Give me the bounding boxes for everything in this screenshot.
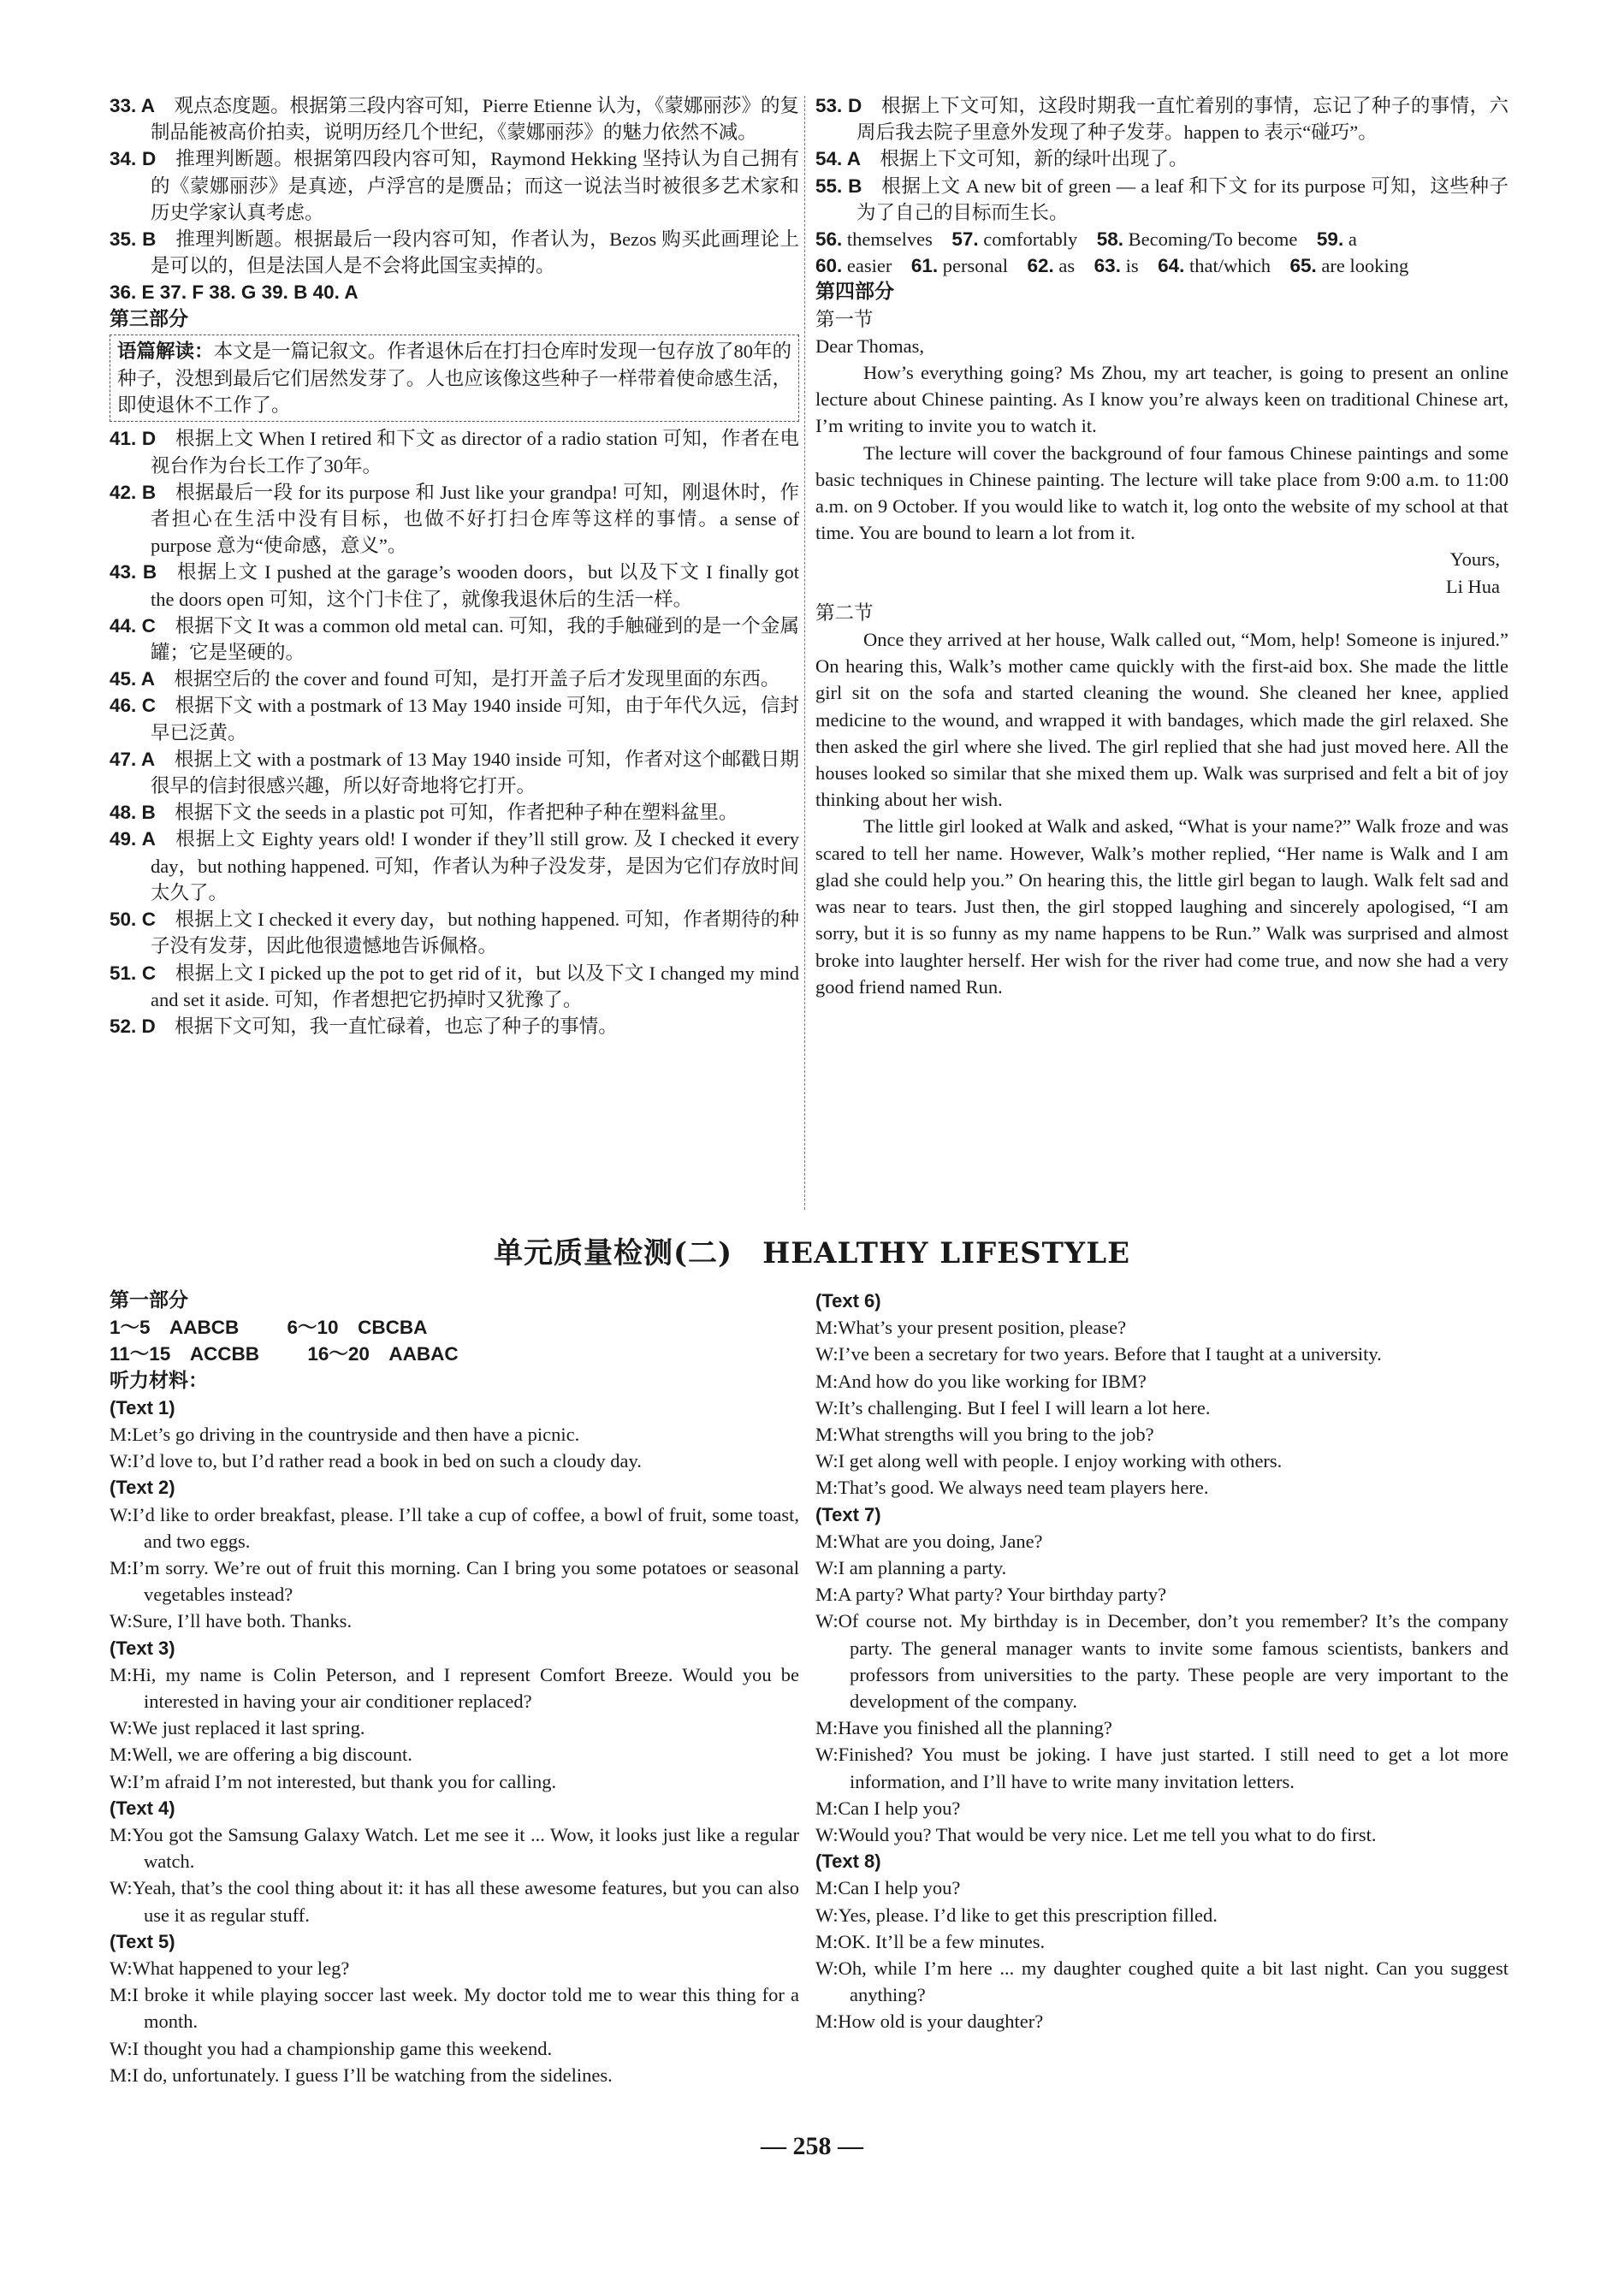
answer-key-cell: 6～10 bbox=[287, 1317, 339, 1339]
speaker: M: bbox=[815, 1477, 839, 1499]
answer-explanation: 根据空后的 the cover and found 可知，是打开盖子后才发现里面的东西。 bbox=[174, 668, 780, 690]
dialogue-line bbox=[815, 1314, 1508, 1341]
bottom-right-column bbox=[815, 1288, 1508, 2035]
speaker: W: bbox=[110, 1770, 133, 1792]
answer-key-cell: 11～15 bbox=[110, 1343, 171, 1365]
answer-item bbox=[110, 92, 799, 145]
utterance: I’m sorry. We’re out of fruit this morning. Can I bring you some potatoes or seasonal vegetables instead? bbox=[132, 1557, 799, 1606]
utterance: Finished? You must be joking. I have just started. I still need to get a lot more information, and I’ll have to write many invitation letters. bbox=[838, 1744, 1508, 1792]
dialogue-line bbox=[110, 1714, 799, 1741]
answer-explanation: 根据上文 with a postmark of 13 May 1940 inside 可知，作者对这个邮戳日期很早的信封很感兴趣，所以好奇地将它打开。 bbox=[151, 748, 799, 797]
speaker: W: bbox=[110, 1717, 133, 1739]
subsection-1-label: 第一节 bbox=[815, 308, 874, 330]
answer-number: 51. C bbox=[110, 962, 157, 984]
utterance: How old is your daughter? bbox=[838, 2011, 1044, 2033]
speaker: W: bbox=[110, 1957, 133, 1980]
utterance: OK. It’ll be a few minutes. bbox=[838, 1930, 1046, 1952]
speaker: M: bbox=[815, 1317, 839, 1339]
answer-key-row bbox=[110, 1314, 799, 1341]
answer-key-row bbox=[110, 1341, 799, 1367]
answer-explanations-41-52 bbox=[110, 425, 799, 1039]
answer-explanation: 根据上文 I pushed at the garage’s wooden doors，but 以及下文 I finally got the doors open 可知，这个门卡住了，就像我退休后的生活一样。 bbox=[151, 561, 799, 610]
utterance: I do, unfortunately. I guess I’ll be watching from the sidelines. bbox=[132, 2064, 613, 2086]
answer-number: 55. B bbox=[815, 175, 862, 197]
listening-text-label: (Text 6) bbox=[815, 1290, 881, 1312]
answer-item bbox=[110, 960, 799, 1013]
speaker: W: bbox=[815, 1957, 839, 1980]
answer-explanation: 根据上文 When I retired 和下文 as director of a radio station 可知，作者在电视台作为台长工作了30年。 bbox=[151, 428, 799, 477]
utterance: You got the Samsung Galaxy Watch. Let me see it ... Wow, it looks just like a regular watch. bbox=[132, 1824, 799, 1873]
listening-text-label: (Text 1) bbox=[110, 1396, 175, 1418]
utterance: Can I help you? bbox=[838, 1877, 961, 1899]
speaker: M: bbox=[815, 1584, 839, 1606]
utterance: Yeah, that’s the cool thing about it: it has all these awesome features, but you can also use it as regular stuff. bbox=[132, 1877, 799, 1926]
dialogue-line bbox=[110, 2035, 799, 2062]
utterance: That’s good. We always need team players here. bbox=[838, 1477, 1209, 1499]
fill-number: 57. bbox=[951, 228, 979, 251]
answer-item bbox=[815, 173, 1508, 226]
answer-item bbox=[110, 826, 799, 906]
bottom-left-column bbox=[110, 1288, 799, 2088]
utterance: Well, we are offering a big discount. bbox=[132, 1744, 412, 1766]
section-4-heading: 第四部分 bbox=[815, 281, 894, 304]
utterance: I’ve been a secretary for two years. Before that I taught at a university. bbox=[838, 1343, 1382, 1365]
letter-greeting: Dear Thomas, bbox=[815, 335, 925, 357]
story-paragraph-2: The little girl looked at Walk and asked, “What is your name?” Walk froze and was scared to tell her name. However, Walk’s mother replied, “Her name is Walk and I am glad she could help you.” On hearing this, the little girl began to laugh. Walk felt sad and was near to tears. Just then, the girl stopped laughing and sincerely apologised, “I am sorry, but it is so funny as my name happens to be Run.” Walk was surprised and almost broke into laughter herself. Her wish for the river had come true, and now she had a very good friend named Run. bbox=[815, 815, 1508, 998]
listening-text-label: (Text 8) bbox=[815, 1851, 881, 1873]
speaker: W: bbox=[110, 1610, 133, 1632]
utterance: Have you finished all the planning? bbox=[838, 1717, 1112, 1739]
dialogue-line bbox=[815, 1902, 1508, 1928]
fill-number: 65. bbox=[1289, 255, 1317, 277]
speaker: M: bbox=[110, 1984, 133, 2006]
subsection-2-label: 第二节 bbox=[815, 601, 874, 624]
answer-explanation: 根据上文 I checked it every day，but nothing happened. 可知，作者期待的种子没有发芽，因此他很遗憾地告诉佩格。 bbox=[151, 909, 800, 957]
utterance: I’m afraid I’m not interested, but thank you for calling. bbox=[132, 1770, 557, 1792]
listening-text-label: (Text 7) bbox=[815, 1503, 881, 1525]
answer-item bbox=[110, 479, 799, 560]
utterance: Hi, my name is Colin Peterson, and I represent Comfort Breeze. Would you be interested in having your air conditioner replaced? bbox=[132, 1663, 799, 1713]
speaker: W: bbox=[815, 1396, 839, 1418]
speaker: M: bbox=[110, 1744, 133, 1766]
dialogue-line bbox=[110, 1661, 799, 1714]
letter-paragraph-1: How’s everything going? Ms Zhou, my art teacher, is going to present an online lecture about Chinese painting. As I know you’re always keen on traditional Chinese art, I’m writing to invite you to watch it. bbox=[815, 362, 1508, 437]
top-right-column bbox=[815, 92, 1508, 1000]
speaker: W: bbox=[815, 1610, 839, 1632]
answer-number: 41. D bbox=[110, 428, 157, 450]
dialogue-line bbox=[110, 1448, 799, 1474]
analysis-text: 本文是一篇记叙文。作者退休后在打扫仓库时发现一包存放了80年的种子，没想到最后它们居然发芽了。人也应该像这些种子一样带着使命感生活，即使退休不工作了。 bbox=[117, 340, 791, 417]
answer-number: 34. D bbox=[110, 148, 157, 170]
dialogue-line bbox=[815, 1528, 1508, 1555]
dialogue-line bbox=[110, 1981, 799, 2034]
answer-number: 48. B bbox=[110, 802, 156, 824]
utterance: I’d love to, but I’d rather read a book in bed on such a cloudy day. bbox=[132, 1450, 642, 1472]
dialogue-line bbox=[110, 2062, 799, 2088]
listening-text-label: (Text 5) bbox=[110, 1930, 175, 1952]
speaker: M: bbox=[110, 1424, 133, 1446]
answer-explanation: 根据上文 I picked up the pot to get rid of it，but 以及下文 I changed my mind and set it aside. 可知，作者想把它扔掉时又犹豫了。 bbox=[151, 962, 799, 1010]
dialogue-line bbox=[110, 1608, 799, 1634]
answer-item bbox=[110, 666, 799, 692]
dialogue-line bbox=[110, 1555, 799, 1608]
dialogue-line bbox=[815, 1341, 1508, 1367]
dialogue-line bbox=[815, 1795, 1508, 1821]
answer-key-cell: ACCBB bbox=[189, 1343, 260, 1365]
listening-texts-6-8 bbox=[815, 1288, 1508, 2035]
speaker: M: bbox=[815, 1530, 839, 1552]
answer-number: 45. A bbox=[110, 668, 155, 690]
speaker: W: bbox=[815, 1824, 839, 1846]
utterance: Can I help you? bbox=[838, 1797, 961, 1819]
utterance: I’d like to order breakfast, please. I’ll take a cup of coffee, a bowl of fruit, some toast, and two eggs. bbox=[132, 1503, 799, 1552]
answer-number: 33. A bbox=[110, 95, 155, 116]
section-3-heading: 第三部分 bbox=[110, 307, 188, 330]
answer-number: 42. B bbox=[110, 481, 157, 503]
answer-item bbox=[110, 226, 799, 279]
letter-signature: Li Hua bbox=[1445, 575, 1500, 597]
fill-number: 56. bbox=[815, 228, 843, 251]
speaker: W: bbox=[110, 1450, 133, 1472]
fill-answer: that/which bbox=[1189, 255, 1271, 277]
top-left-column bbox=[110, 92, 799, 1039]
answer-item bbox=[110, 746, 799, 799]
letter-paragraph-2: The lecture will cover the background of four famous Chinese paintings and some basic techniques in Chinese painting. The lecture will take place from 9:00 a.m. to 11:00 a.m. on 9 October. If you would like to watch it, log onto the website of my school at that time. You are bound to learn a lot from it. bbox=[815, 441, 1508, 544]
answer-item bbox=[110, 692, 799, 745]
utterance: It’s challenging. But I feel I will learn a lot here. bbox=[838, 1396, 1211, 1418]
answer-explanation: 根据下文可知，我一直忙碌着，也忘了种子的事情。 bbox=[175, 1015, 618, 1037]
letter-closing: Yours, bbox=[1449, 548, 1500, 571]
utterance: Sure, I’ll have both. Thanks. bbox=[132, 1610, 353, 1632]
answer-number: 35. B bbox=[110, 228, 157, 251]
story-paragraph-1: Once they arrived at her house, Walk called out, “Mom, help! Someone is injured.” On hearing this, Walk’s mother came quickly with the first-aid box. She made the little girl sit on the sofa and started cleaning the wound. She cleaned her knee, applied medicine to the wound, and wrapped it with bandages, which made the girl relaxed. She then asked the girl where she lived. The girl replied that she had just moved here. All the houses looked so similar that she mixed them up. Walk was surprised and felt a bit of joy thinking about her wish. bbox=[815, 629, 1508, 811]
answer-explanation: 根据上下文可知，新的绿叶出现了。 bbox=[880, 148, 1188, 170]
answer-key-cell: CBCBA bbox=[358, 1317, 428, 1339]
dialogue-line bbox=[815, 1368, 1508, 1395]
utterance: I broke it while playing soccer last week. My doctor told me to wear this thing for a month. bbox=[132, 1984, 799, 2033]
speaker: M: bbox=[815, 1424, 839, 1446]
utterance: I am planning a party. bbox=[838, 1557, 1007, 1579]
utterance: What strengths will you bring to the job? bbox=[838, 1424, 1154, 1446]
dialogue-line bbox=[110, 1741, 799, 1768]
fill-answer: is bbox=[1125, 255, 1139, 277]
dialogue-line bbox=[815, 1555, 1508, 1581]
utterance: A party? What party? Your birthday party? bbox=[838, 1584, 1167, 1606]
dialogue-line bbox=[110, 1874, 799, 1928]
answer-explanation: 根据上文 Eighty years old! I wonder if they’ll still grow. 及 I checked it every day，but nothing happened. 可知，作者认为种子没发芽，是因为它们存放时间太久了。 bbox=[151, 828, 800, 903]
fill-answer: easier bbox=[846, 255, 892, 277]
utterance: What’s your present position, please? bbox=[838, 1317, 1127, 1339]
dialogue-line bbox=[110, 1821, 799, 1874]
dialogue-line bbox=[815, 1928, 1508, 1955]
answer-key-cell: AABAC bbox=[388, 1343, 459, 1365]
answer-explanation: 推理判断题。根据第四段内容可知，Raymond Hekking 坚持认为自己拥有的《蒙娜丽莎》是真迹，卢浮宫的是赝品；而这一说法当时被很多艺术家和历史学家认真考虑。 bbox=[151, 148, 799, 223]
answer-item bbox=[815, 145, 1508, 172]
part-1-heading: 第一部分 bbox=[110, 1289, 188, 1312]
listening-text-label: (Text 2) bbox=[110, 1477, 175, 1499]
utterance: And how do you like working for IBM? bbox=[838, 1370, 1147, 1392]
fill-answer: Becoming/To become bbox=[1128, 228, 1298, 251]
speaker: M: bbox=[110, 1663, 133, 1685]
utterance: What happened to your leg? bbox=[132, 1957, 350, 1980]
utterance: We just replaced it last spring. bbox=[132, 1717, 365, 1739]
utterance: Of course not. My birthday is in December, don’t you remember? It’s the company party. The general manager wants to invite some famous scientists, bankers and professors from universities to the party. These people are very important to the development of the company. bbox=[838, 1610, 1508, 1713]
dialogue-line bbox=[815, 1741, 1508, 1794]
speaker: M: bbox=[815, 1797, 839, 1819]
answer-explanation: 根据下文 the seeds in a plastic pot 可知，作者把种子种在塑料盆里。 bbox=[175, 802, 738, 824]
answer-explanation: 根据最后一段 for its purpose 和 Just like your grandpa! 可知，刚退休时，作者担心在生活中没有目标，也做不好打扫仓库等这样的事情。a sense of purpose 意为“使命感，意义”。 bbox=[151, 481, 800, 557]
fill-number: 60. bbox=[815, 255, 843, 277]
page-number: — 258 — bbox=[761, 2132, 863, 2160]
answer-number: 50. C bbox=[110, 909, 156, 931]
fill-answer: personal bbox=[942, 255, 1009, 277]
answer-number: 43. B bbox=[110, 561, 157, 583]
fill-number: 62. bbox=[1027, 255, 1054, 277]
dialogue-line bbox=[815, 1581, 1508, 1608]
answer-explanations-33-35 bbox=[110, 92, 799, 279]
speaker: M: bbox=[110, 1557, 133, 1579]
fill-answer: are looking bbox=[1321, 255, 1409, 277]
utterance: Oh, while I’m here ... my daughter coughed quite a bit last night. Can you suggest anything? bbox=[838, 1957, 1508, 2006]
column-divider bbox=[804, 96, 805, 1210]
dialogue-line bbox=[815, 1821, 1508, 1848]
answer-key-cell: 1～5 bbox=[110, 1317, 151, 1339]
answer-explanation: 根据上文 A new bit of green — a leaf 和下文 for its purpose 可知，这些种子为了自己的目标而生长。 bbox=[856, 175, 1508, 223]
listening-material-label: 听力材料： bbox=[110, 1369, 208, 1392]
fill-number: 58. bbox=[1096, 228, 1124, 251]
fill-answer: comfortably bbox=[983, 228, 1078, 251]
answer-explanation: 根据下文 It was a common old metal can. 可知，我的手触碰到的是一个金属罐；它是坚硬的。 bbox=[151, 614, 799, 664]
fill-number: 61. bbox=[910, 255, 939, 277]
utterance: Let’s go driving in the countryside and then have a picnic. bbox=[132, 1424, 580, 1446]
passage-analysis-box bbox=[110, 335, 799, 423]
fill-number: 59. bbox=[1316, 228, 1344, 251]
speaker: M: bbox=[110, 1824, 133, 1846]
speaker: W: bbox=[110, 1503, 133, 1525]
speaker: M: bbox=[815, 1717, 839, 1739]
answer-explanation: 根据下文 with a postmark of 13 May 1940 inside 可知，由于年代久远，信封早已泛黄。 bbox=[151, 695, 799, 743]
answer-explanation: 推理判断题。根据最后一段内容可知，作者认为，Bezos 购买此画理论上是可以的，但是法国人是不会将此国宝卖掉的。 bbox=[151, 228, 799, 277]
dialogue-line bbox=[815, 1421, 1508, 1448]
utterance: Yes, please. I’d like to get this prescription filled. bbox=[838, 1904, 1218, 1926]
speaker: W: bbox=[815, 1744, 839, 1766]
answer-item bbox=[815, 92, 1508, 145]
speaker: M: bbox=[815, 1877, 839, 1899]
speaker: W: bbox=[110, 2037, 133, 2059]
dialogue-line bbox=[815, 1714, 1508, 1741]
dialogue-line bbox=[815, 1608, 1508, 1714]
speaker: W: bbox=[815, 1450, 839, 1472]
answer-item bbox=[110, 613, 799, 666]
answer-key-cell: 16～20 bbox=[307, 1343, 370, 1365]
answer-number: 47. A bbox=[110, 748, 156, 770]
answer-item bbox=[110, 1013, 799, 1039]
answer-item bbox=[110, 906, 799, 959]
listening-answer-key bbox=[110, 1314, 799, 1367]
speaker: M: bbox=[110, 2064, 133, 2086]
dialogue-line bbox=[815, 1474, 1508, 1501]
fill-answers-56-59 bbox=[815, 226, 1508, 252]
answer-explanation: 观点态度题。根据第三段内容可知，Pierre Etienne 认为，《蒙娜丽莎》的复制品能被高价拍卖，说明历经几个世纪，《蒙娜丽莎》的魅力依然不减。 bbox=[151, 95, 799, 144]
utterance: Would you? That would be very nice. Let me tell you what to do first. bbox=[838, 1824, 1377, 1846]
fill-number: 64. bbox=[1158, 255, 1185, 277]
listening-texts-1-5 bbox=[110, 1395, 799, 2088]
answer-item bbox=[110, 145, 799, 226]
fill-answer: as bbox=[1058, 255, 1076, 277]
dialogue-line bbox=[815, 2008, 1508, 2034]
dialogue-line bbox=[110, 1768, 799, 1795]
speaker: W: bbox=[815, 1904, 839, 1926]
answers-36-40: 36. E 37. F 38. G 39. B 40. A bbox=[110, 281, 359, 304]
utterance: I thought you had a championship game this weekend. bbox=[132, 2037, 553, 2059]
fill-answer: themselves bbox=[846, 228, 933, 251]
dialogue-line bbox=[815, 1395, 1508, 1421]
answer-number: 53. D bbox=[815, 95, 862, 116]
analysis-label: 语篇解读： bbox=[117, 340, 214, 363]
speaker: W: bbox=[110, 1877, 133, 1899]
utterance: I get along well with people. I enjoy working with others. bbox=[838, 1450, 1283, 1472]
speaker: W: bbox=[815, 1343, 839, 1365]
speaker: M: bbox=[815, 1930, 839, 1952]
speaker: M: bbox=[815, 1370, 839, 1392]
speaker: W: bbox=[815, 1557, 839, 1579]
fill-answers-60-65 bbox=[815, 252, 1508, 279]
answer-number: 44. C bbox=[110, 614, 156, 637]
dialogue-line bbox=[815, 1874, 1508, 1901]
answer-key-cell: AABCB bbox=[169, 1317, 240, 1339]
answer-item bbox=[110, 799, 799, 826]
answer-number: 49. A bbox=[110, 828, 156, 850]
answer-explanation: 根据上下文可知，这段时期我一直忙着别的事情，忘记了种子的事情，六周后我去院子里意外发现了种子发芽。happen to 表示“碰巧”。 bbox=[856, 95, 1508, 144]
dialogue-line bbox=[110, 1421, 799, 1448]
answer-number: 52. D bbox=[110, 1015, 156, 1037]
dialogue-line bbox=[110, 1955, 799, 1981]
dialogue-line bbox=[110, 1501, 799, 1555]
utterance: What are you doing, Jane? bbox=[838, 1530, 1043, 1552]
answer-explanations-53-55 bbox=[815, 92, 1508, 226]
dialogue-line bbox=[815, 1955, 1508, 2008]
answer-item bbox=[110, 425, 799, 478]
unit-title: 单元质量检测(二) HEALTHY LIFESTYLE bbox=[493, 1236, 1131, 1270]
answer-number: 46. C bbox=[110, 695, 156, 717]
listening-text-label: (Text 4) bbox=[110, 1797, 175, 1819]
fill-number: 63. bbox=[1094, 255, 1121, 277]
fill-answer: a bbox=[1348, 228, 1357, 251]
listening-text-label: (Text 3) bbox=[110, 1637, 175, 1659]
dialogue-line bbox=[815, 1448, 1508, 1474]
answer-number: 54. A bbox=[815, 148, 861, 170]
answer-item bbox=[110, 559, 799, 612]
speaker: M: bbox=[815, 2011, 839, 2033]
